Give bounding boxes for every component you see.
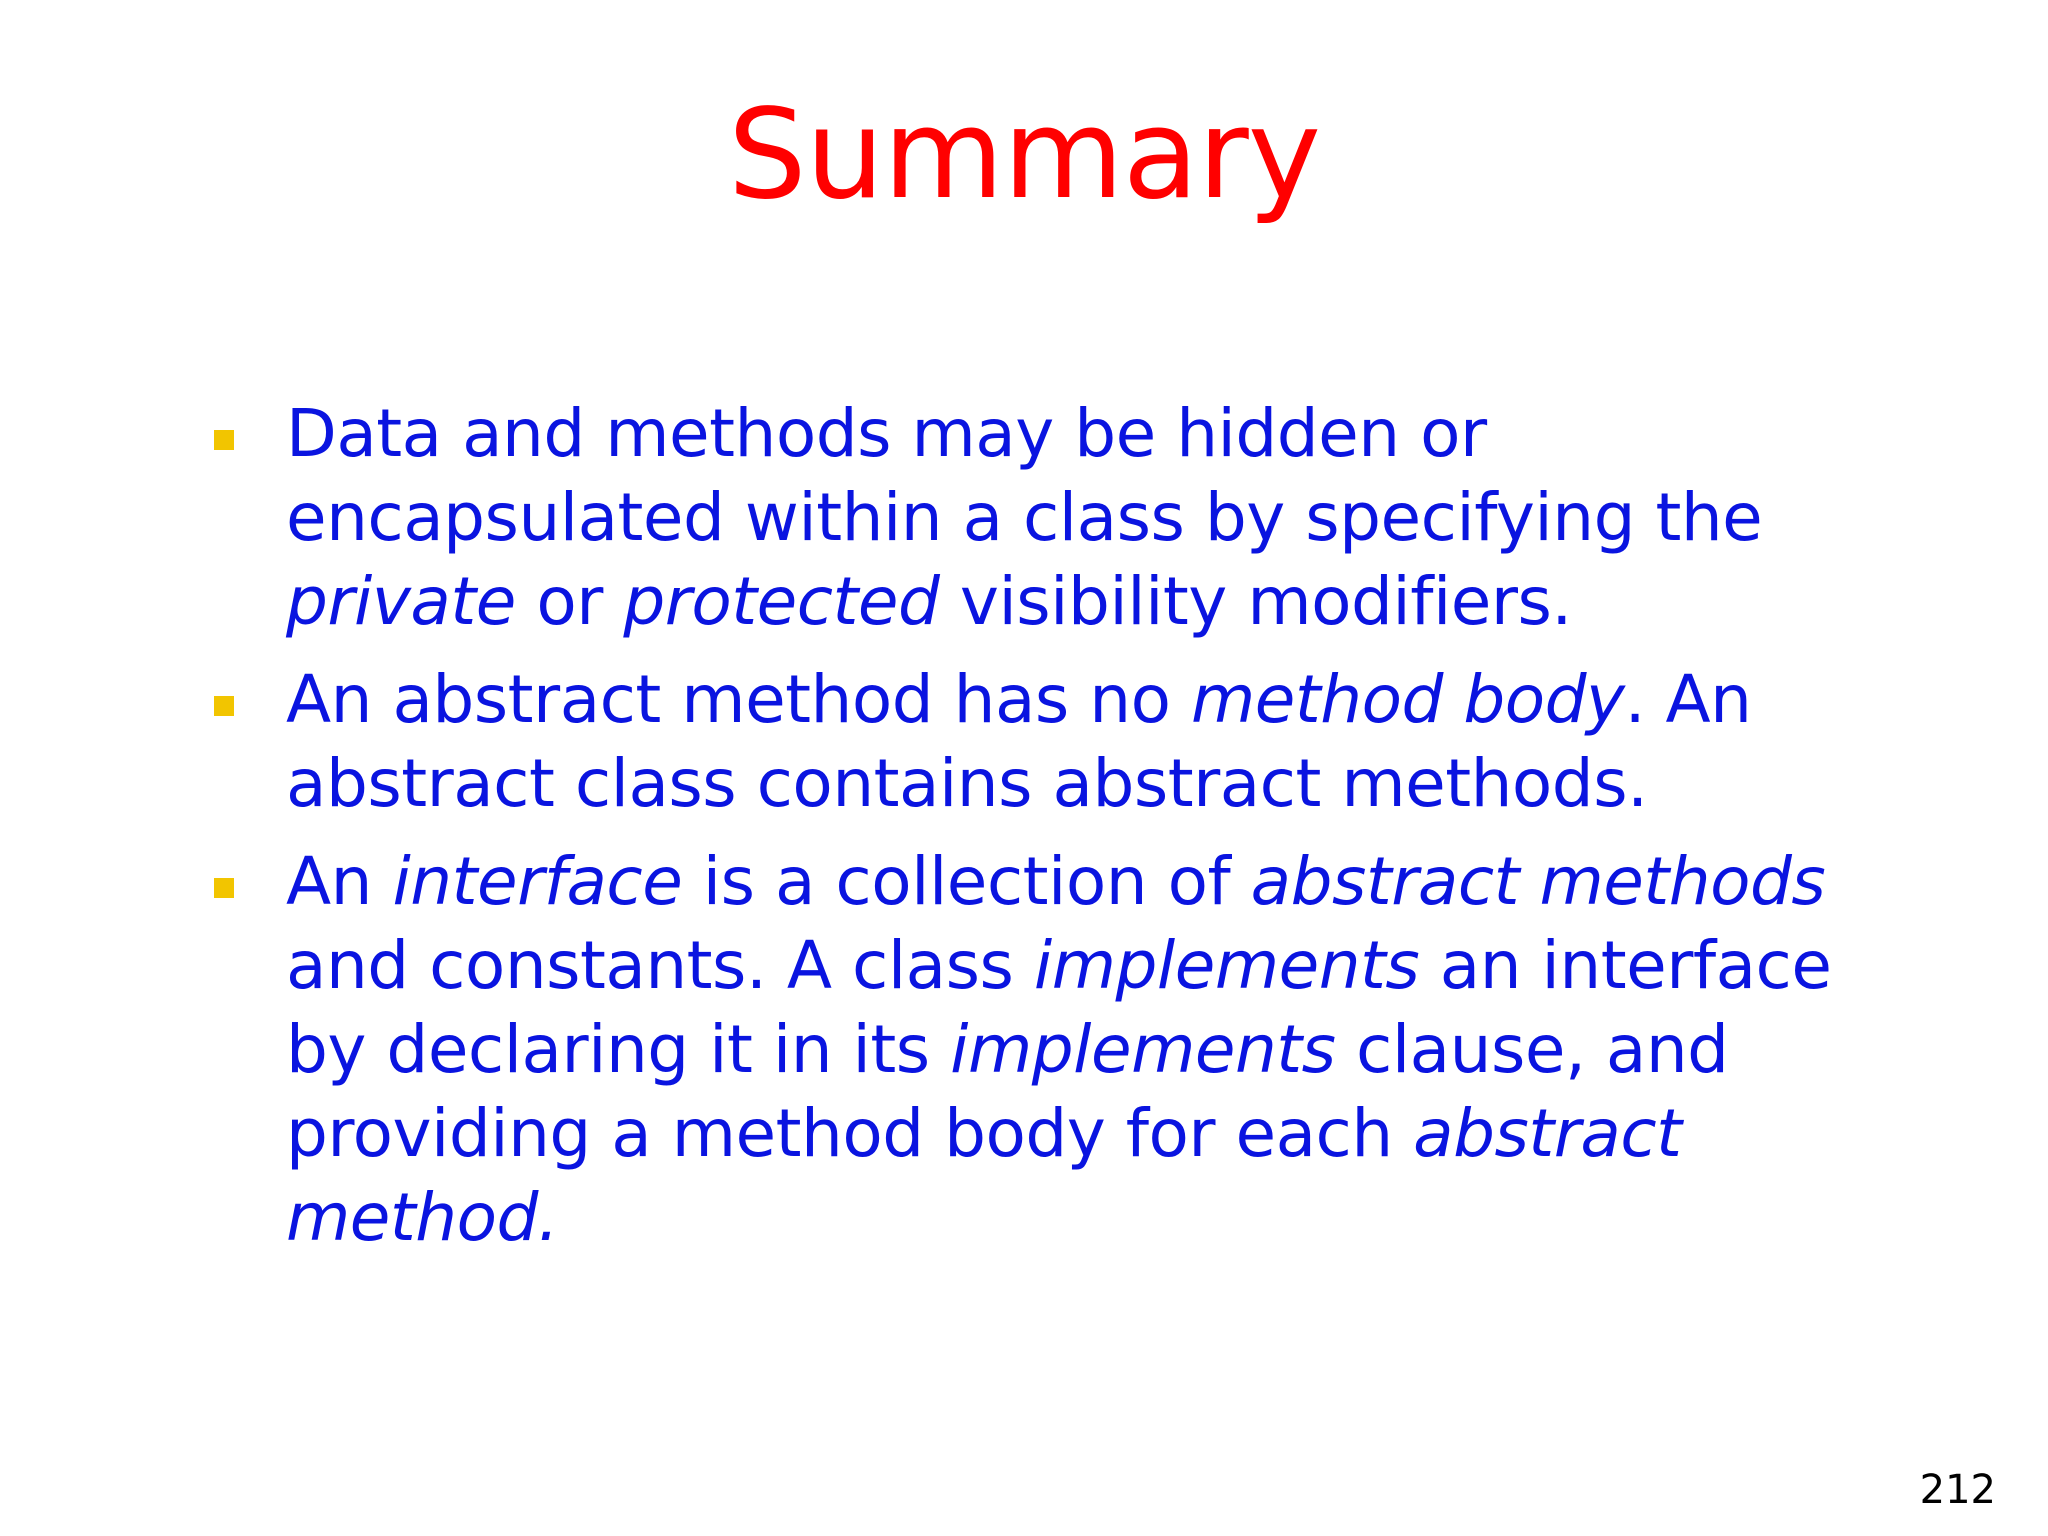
bullet-text: an interface by declaring it in its xyxy=(286,927,1832,1088)
emphasis-text: implements xyxy=(950,1011,1336,1088)
emphasis-text: interface xyxy=(392,843,683,920)
bullet-text: An abstract method has no xyxy=(286,661,1191,738)
bullet-text: Data and methods may be hidden or encapsulated within a class by specifying the xyxy=(286,395,1763,556)
bullet-item xyxy=(210,392,1850,644)
emphasis-text: abstract method. xyxy=(286,1095,1682,1256)
bullet-item xyxy=(210,840,1850,1260)
square-bullet-icon xyxy=(214,430,234,450)
emphasis-text: private xyxy=(286,563,516,640)
bullet-text: or xyxy=(515,563,624,640)
square-bullet-icon xyxy=(214,696,234,716)
bullet-item xyxy=(210,658,1850,826)
bullet-text: . An abstract class contains abstract methods. xyxy=(286,661,1752,822)
bullet-text: is a collection of xyxy=(682,843,1251,920)
slide-title: Summary xyxy=(727,83,1321,227)
emphasis-text: method body xyxy=(1190,661,1625,738)
emphasis-text: protected xyxy=(623,563,940,640)
bullet-text: and constants. A class xyxy=(286,927,1034,1004)
emphasis-text: abstract methods xyxy=(1250,843,1826,920)
bullet-list xyxy=(210,392,1850,1274)
bullet-text: clause, and providing a method body for each xyxy=(286,1011,1729,1172)
square-bullet-icon xyxy=(214,878,234,898)
bullet-text: An xyxy=(286,843,393,920)
bullet-text: visibility modifiers. xyxy=(939,563,1572,640)
emphasis-text: implements xyxy=(1033,927,1420,1004)
page-number: 212 xyxy=(1919,1467,1996,1513)
